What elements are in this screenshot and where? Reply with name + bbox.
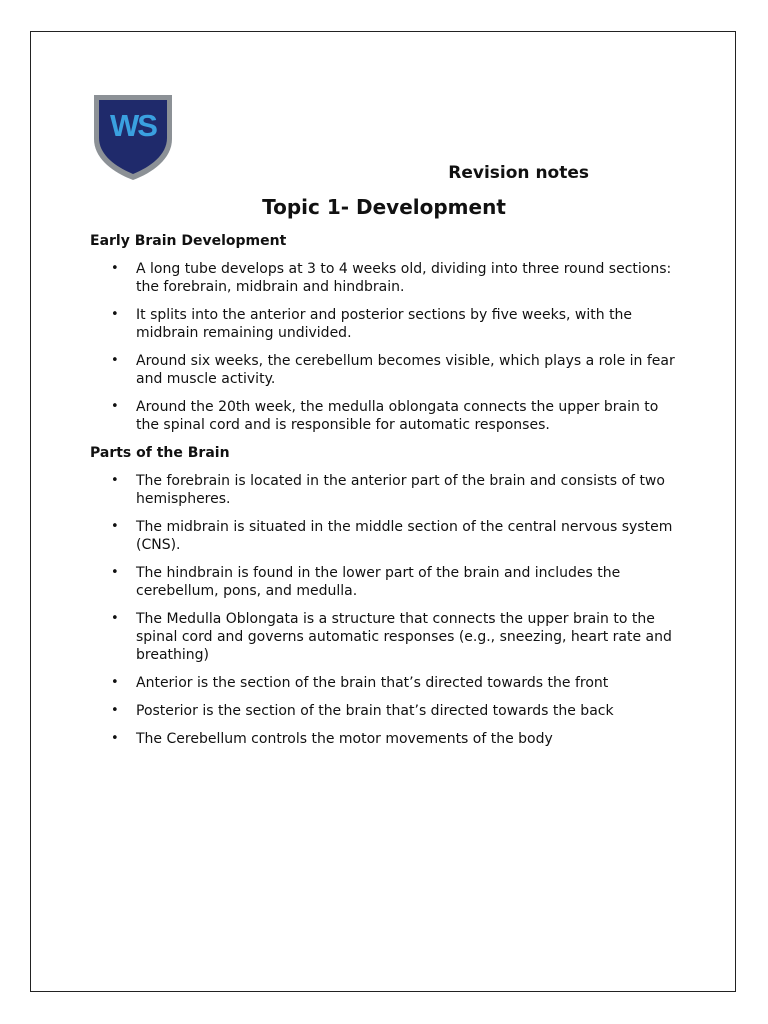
list-item — [90, 472, 680, 508]
bullet-icon: • — [111, 731, 119, 746]
bullet-icon: • — [111, 565, 119, 580]
bullet-icon: • — [111, 519, 119, 534]
page-title: Topic 1- Development — [262, 195, 506, 219]
list-item — [90, 564, 680, 600]
list-item-text: Around the 20th week, the medulla oblongata connects the upper brain to the spinal cord and is responsible for automatic responses. — [136, 399, 659, 433]
list-item-text: Anterior is the section of the brain that’s directed towards the front — [136, 675, 609, 691]
document-label: Revision notes — [448, 163, 589, 183]
list-item-text: The hindbrain is found in the lower part of the brain and includes the cerebellum, pons, and medulla. — [136, 565, 621, 599]
list-item — [90, 702, 680, 720]
list-item — [90, 260, 680, 296]
list-item-text: A long tube develops at 3 to 4 weeks old, dividing into three round sections: the forebrain, midbrain and hindbrain. — [136, 261, 672, 295]
list-item — [90, 610, 680, 664]
list-item — [90, 352, 680, 388]
list-item-text: The midbrain is situated in the middle section of the central nervous system (CNS). — [136, 519, 673, 553]
list-item-text: The Medulla Oblongata is a structure that connects the upper brain to the spinal cord and governs automatic responses (e.g., sneezing, heart rate and breathing) — [136, 611, 672, 663]
bullet-icon: • — [111, 353, 119, 368]
bullet-icon: • — [111, 261, 119, 276]
bullet-icon: • — [111, 675, 119, 690]
notes-content — [90, 232, 680, 758]
list-item-text: Around six weeks, the cerebellum becomes visible, which plays a role in fear and muscle activity. — [136, 353, 675, 387]
list-item-text: Posterior is the section of the brain that’s directed towards the back — [136, 703, 614, 719]
bullet-icon: • — [111, 473, 119, 488]
section-heading: Parts of the Brain — [90, 445, 230, 461]
list-item — [90, 730, 680, 748]
bullet-list — [90, 260, 680, 434]
list-item — [90, 518, 680, 554]
bullet-icon: • — [111, 399, 119, 414]
list-item — [90, 398, 680, 434]
bullet-icon: • — [111, 611, 119, 626]
list-item-text: The forebrain is located in the anterior part of the brain and consists of two hemispheres. — [136, 473, 665, 507]
list-item — [90, 306, 680, 342]
bullet-icon: • — [111, 307, 119, 322]
bullet-icon: • — [111, 703, 119, 718]
list-item-text: It splits into the anterior and posterior sections by five weeks, with the midbrain remaining undivided. — [136, 307, 633, 341]
list-item — [90, 674, 680, 692]
list-item-text: The Cerebellum controls the motor movements of the body — [136, 731, 553, 747]
section-heading: Early Brain Development — [90, 233, 287, 249]
logo-text: WS — [110, 108, 156, 143]
bullet-list — [90, 472, 680, 748]
